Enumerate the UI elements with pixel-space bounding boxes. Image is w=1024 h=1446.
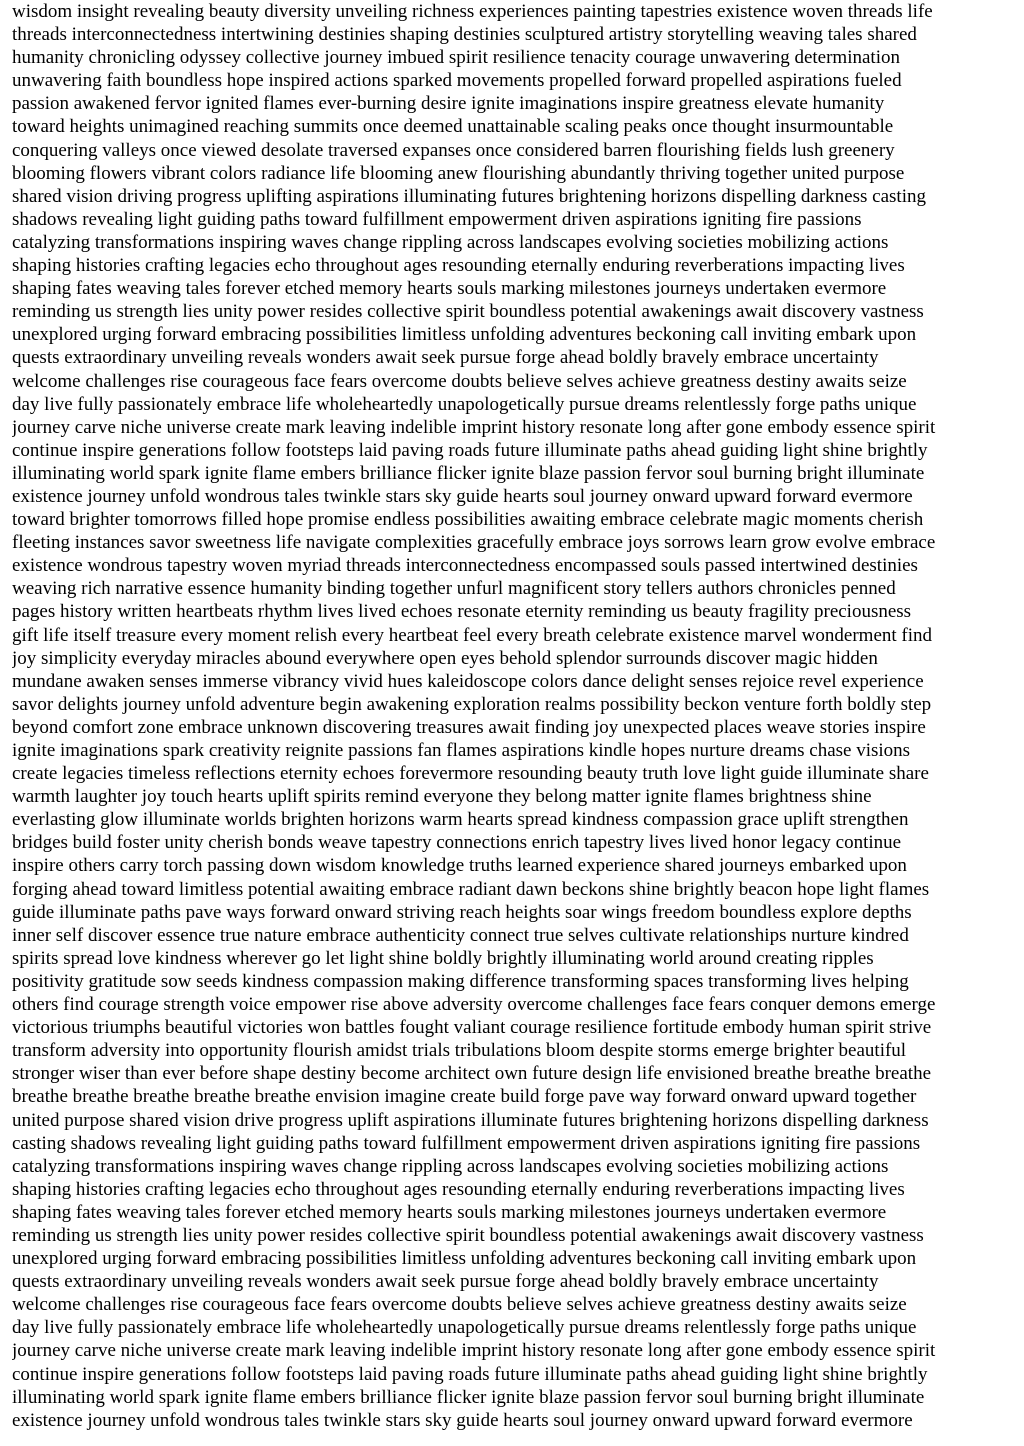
text-line: gift life itself treasure every moment relish every heartbeat feel every breath celebrate existence marvel wonderment find — [12, 624, 933, 646]
text-line: breathe breathe breathe breathe breathe envision imagine create build forge pave way forward onward upward together — [12, 1086, 917, 1108]
text-line: shadows revealing light guiding paths toward fulfillment empowerment driven aspirations igniting fire passions — [12, 208, 862, 230]
text-line: beyond comfort zone embrace unknown discovering treasures await finding joy unexpected places weave stories inspire — [12, 716, 926, 738]
text-line: positivity gratitude sow seeds kindness compassion making difference transforming spaces transforming lives helping — [12, 970, 909, 992]
text-line: savor delights journey unfold adventure begin awakening exploration realms possibility beckon venture forth boldly step — [12, 693, 932, 715]
text-line: transform adversity into opportunity flourish amidst trials tribulations bloom despite storms emerge brighter beautiful — [12, 1040, 907, 1062]
text-line: catalyzing transformations inspiring waves change rippling across landscapes evolving societies mobilizing actions — [12, 231, 889, 253]
text-line: joy simplicity everyday miracles abound everywhere open eyes behold splendor surrounds discover magic hidden — [12, 647, 878, 669]
text-line: catalyzing transformations inspiring waves change rippling across landscapes evolving societies mobilizing actions — [12, 1155, 889, 1177]
text-line: spirits spread love kindness wherever go let light shine boldly brightly illuminating world around creating ripples — [12, 947, 874, 969]
text-line: pages history written heartbeats rhythm lives lived echoes resonate eternity reminding us beauty fragility preciousness — [12, 601, 912, 623]
text-line: humanity chronicling odyssey collective journey imbued spirit resilience tenacity courage unwavering determination — [12, 47, 900, 69]
text-line: day live fully passionately embrace life wholeheartedly unapologetically pursue dreams relentlessly forge paths unique — [12, 393, 917, 415]
text-line: reminding us strength lies unity power resides collective spirit boundless potential awakenings await discovery vastness — [12, 301, 924, 323]
text-line: toward heights unimagined reaching summits once deemed unattainable scaling peaks once thought insurmountable — [12, 116, 894, 138]
text-line: everlasting glow illuminate worlds brighten horizons warm hearts spread kindness compassion grace uplift strengthen — [12, 809, 909, 831]
text-line: existence journey unfold wondrous tales twinkle stars sky guide hearts soul journey onward upward forward evermore — [12, 485, 913, 507]
text-line: guide illuminate paths pave ways forward onward striving reach heights soar wings freedom boundless explore depths — [12, 901, 912, 923]
text-line: weaving rich narrative essence humanity binding together unfurl magnificent story tellers authors chronicles penned — [12, 578, 896, 600]
text-line: continue inspire generations follow footsteps laid paving roads future illuminate paths ahead guiding light shine brightly — [12, 1363, 928, 1385]
text-line: shaping fates weaving tales forever etched memory hearts souls marking milestones journeys undertaken evermore — [12, 278, 887, 300]
text-line: welcome challenges rise courageous face fears overcome doubts believe selves achieve greatness destiny awaits seize — [12, 1294, 907, 1316]
text-line: conquering valleys once viewed desolate traversed expanses once considered barren flourishing fields lush greenery — [12, 139, 895, 161]
text-line: continue inspire generations follow footsteps laid paving roads future illuminate paths ahead guiding light shine brightly — [12, 439, 928, 461]
text-line: united purpose shared vision drive progress uplift aspirations illuminate futures brightening horizons dispelling darkness — [12, 1109, 929, 1131]
text-line: shared vision driving progress uplifting aspirations illuminating futures brightening horizons dispelling darkness casting — [12, 185, 926, 207]
text-line: forging ahead toward limitless potential awaiting embrace radiant dawn beckons shine brightly beacon hope light flames — [12, 878, 930, 900]
text-line: threads interconnectedness intertwining destinies shaping destinies sculptured artistry storytelling weaving tales shared — [12, 24, 917, 46]
text-line: toward brighter tomorrows filled hope promise endless possibilities awaiting embrace celebrate magic moments cherish — [12, 509, 924, 531]
text-line: create legacies timeless reflections eternity echoes forevermore resounding beauty truth love light guide illuminate share — [12, 763, 929, 785]
text-line: existence journey unfold wondrous tales twinkle stars sky guide hearts soul journey onward upward forward evermore — [12, 1409, 913, 1431]
text-line: others find courage strength voice empower rise above adversity overcome challenges face fears conquer demons emerge — [12, 994, 936, 1016]
text-line: shaping histories crafting legacies echo throughout ages resounding eternally enduring reverberations impacting lives — [12, 255, 905, 277]
text-line: fleeting instances savor sweetness life navigate complexities gracefully embrace joys sorrows learn grow evolve embrace — [12, 532, 936, 554]
text-line: quests extraordinary unveiling reveals wonders await seek pursue forge ahead boldly bravely embrace uncertainty — [12, 1271, 879, 1293]
text-line: welcome challenges rise courageous face fears overcome doubts believe selves achieve greatness destiny awaits seize — [12, 370, 907, 392]
text-line: journey carve niche universe create mark leaving indelible imprint history resonate long after gone embody essence spirit — [12, 416, 936, 438]
text-line: ignite imaginations spark creativity reignite passions fan flames aspirations kindle hopes nurture dreams chase visions — [12, 740, 911, 761]
text-line: wisdom insight revealing beauty diversity unveiling richness experiences painting tapestries existence woven threads life — [12, 1, 933, 22]
text-line: victorious triumphs beautiful victories won battles fought valiant courage resilience fortitude embody human spirit strive — [12, 1017, 932, 1039]
text-line: illuminating world spark ignite flame embers brilliance flicker ignite blaze passion fervor soul burning bright illuminate — [12, 462, 925, 484]
text-line: blooming flowers vibrant colors radiance life blooming anew flourishing abundantly thriving together united purpose — [12, 162, 905, 184]
text-line: quests extraordinary unveiling reveals wonders await seek pursue forge ahead boldly bravely embrace uncertainty — [12, 347, 879, 369]
text-line: reminding us strength lies unity power resides collective spirit boundless potential awakenings await discovery vastness — [12, 1224, 924, 1246]
text-line: unexplored urging forward embracing possibilities limitless unfolding adventures beckoning call inviting embark upon — [12, 1248, 917, 1270]
text-line: shaping histories crafting legacies echo throughout ages resounding eternally enduring reverberations impacting lives — [12, 1178, 905, 1200]
text-line: shaping fates weaving tales forever etched memory hearts souls marking milestones journeys undertaken evermore — [12, 1201, 887, 1223]
text-line: stronger wiser than ever before shape destiny become architect own future design life envisioned breathe breathe breathe — [12, 1063, 932, 1085]
text-line: illuminating world spark ignite flame embers brilliance flicker ignite blaze passion fervor soul burning bright illuminate — [12, 1386, 925, 1408]
text-line: day live fully passionately embrace life wholeheartedly unapologetically pursue dreams relentlessly forge paths unique — [12, 1317, 917, 1339]
text-line: unwavering faith boundless hope inspired actions sparked movements propelled forward propelled aspirations fueled — [12, 70, 902, 92]
text-line: unexplored urging forward embracing possibilities limitless unfolding adventures beckoning call inviting embark upon — [12, 324, 917, 346]
text-line: casting shadows revealing light guiding paths toward fulfillment empowerment driven aspirations igniting fire passions — [12, 1132, 921, 1154]
text-line: passion awakened fervor ignited flames ever-burning desire ignite imaginations inspire greatness elevate humanity — [12, 93, 885, 115]
text-line: warmth laughter joy touch hearts uplift spirits remind everyone they belong matter ignite flames brightness shine — [12, 786, 872, 808]
text-line: bridges build foster unity cherish bonds weave tapestry connections enrich tapestry lives lived honor legacy continue — [12, 832, 902, 854]
text-line: journey carve niche universe create mark leaving indelible imprint history resonate long after gone embody essence spirit — [12, 1340, 936, 1362]
text-line: inner self discover essence true nature embrace authenticity connect true selves cultivate relationships nurture kindred — [12, 924, 909, 946]
text-line: existence wondrous tapestry woven myriad threads interconnectedness encompassed souls passed intertwined destinies — [12, 555, 918, 577]
text-line: inspire others carry torch passing down wisdom knowledge truths learned experience shared journeys embarked upon — [12, 855, 907, 877]
text-line: mundane awaken senses immerse vibrancy vivid hues kaleidoscope colors dance delight senses rejoice revel experience — [12, 670, 924, 692]
